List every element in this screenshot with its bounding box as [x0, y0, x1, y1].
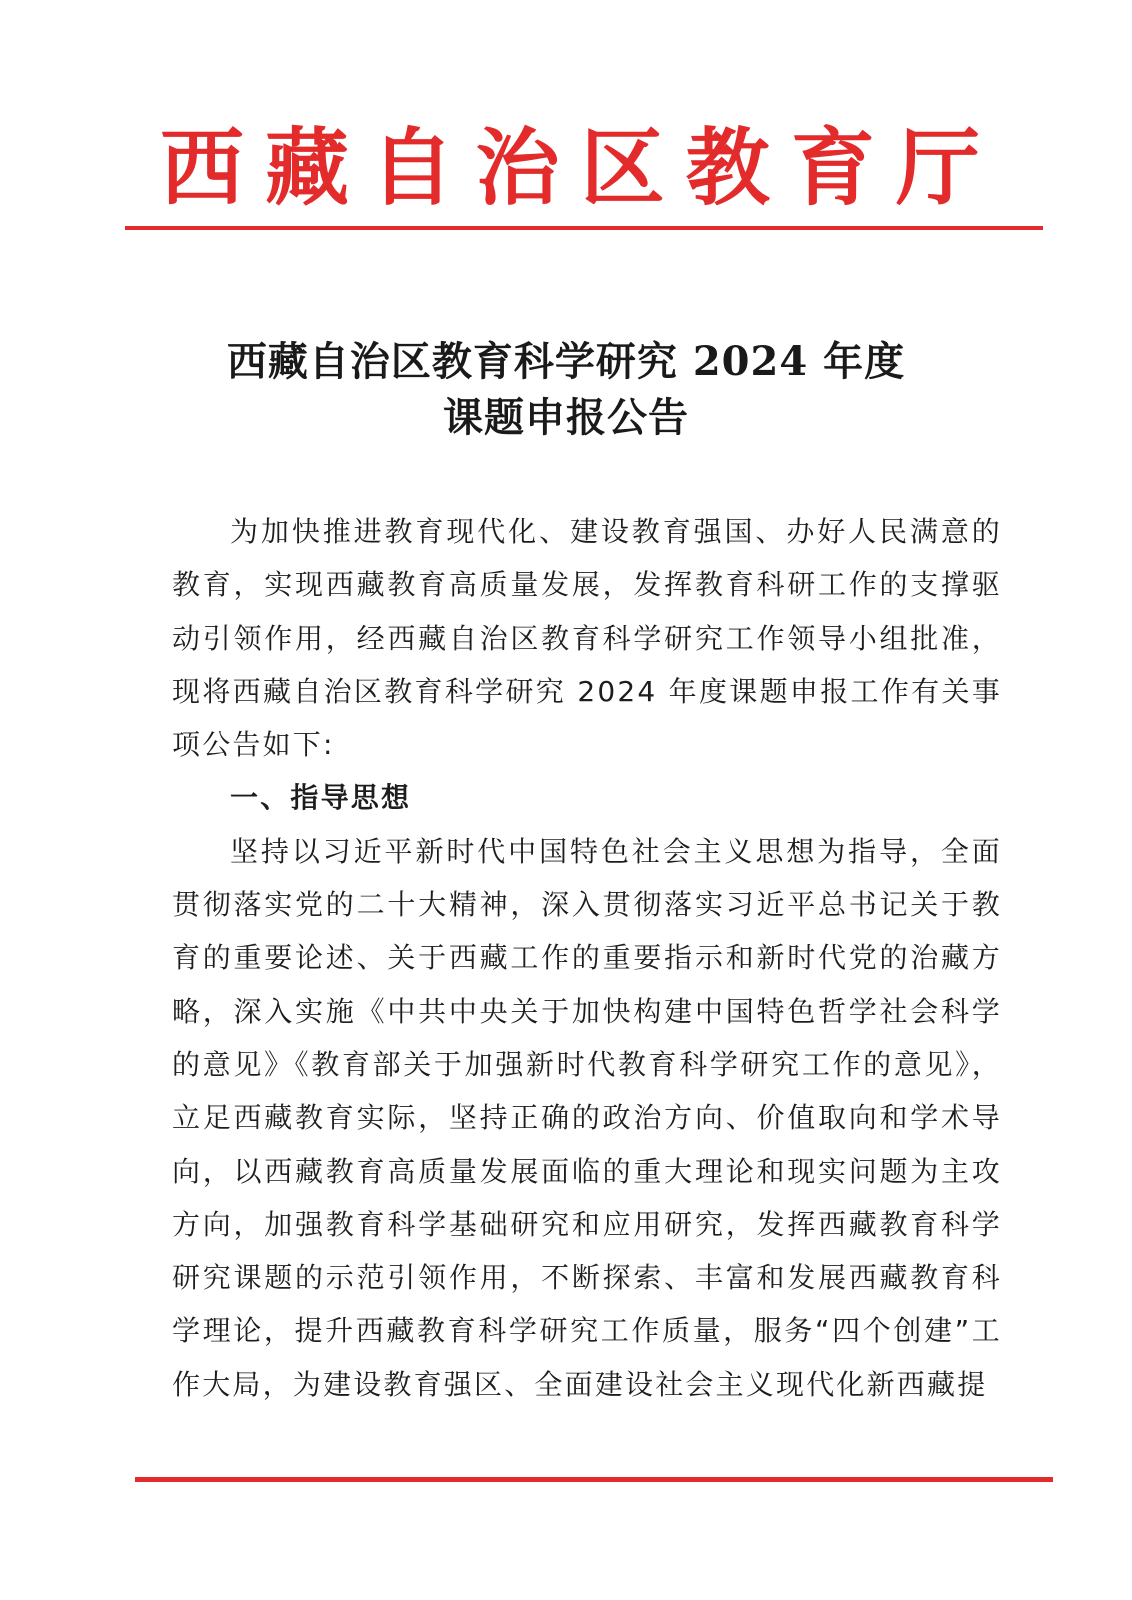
letterhead-char: 厅	[895, 118, 980, 217]
letterhead-divider	[125, 226, 1043, 230]
document-title: 西藏自治区教育科学研究 2024 年度	[226, 338, 906, 385]
document-body	[172, 505, 1002, 1411]
letterhead	[160, 118, 980, 218]
letterhead-char: 育	[790, 118, 875, 217]
letterhead-char: 区	[580, 118, 665, 217]
section-heading: 一、指导思想	[230, 781, 412, 815]
footer-divider	[135, 1477, 1053, 1482]
intro-paragraph: 为加快推进教育现代化、建设教育强国、办好人民满意的教育，实现西藏教育高质量发展，发挥教育科研工作的支撑驱动引领作用，经西藏自治区教育科学研究工作领导小组批准，现将西藏自治区教育科学研究 2024 年度课题申报工作有关事项公告如下:	[172, 515, 1002, 762]
letterhead-char: 自	[370, 118, 455, 217]
letterhead-char: 藏	[265, 118, 350, 217]
letterhead-char: 治	[475, 118, 560, 217]
section-paragraph: 坚持以习近平新时代中国特色社会主义思想为指导，全面贯彻落实党的二十大精神，深入贯彻落实习近平总书记关于教育的重要论述、关于西藏工作的重要指示和新时代党的治藏方略，深入实施《中共中央关于加快构建中国特色哲学社会科学的意见》《教育部关于加强新时代教育科学研究工作的意见》，立足西藏教育实际，坚持正确的政治方向、价值取向和学术导向，以西藏教育高质量发展面临的重大理论和现实问题为主攻方向，加强教育科学基础研究和应用研究，发挥西藏教育科学研究课题的示范引领作用，不断探索、丰富和发展西藏教育科学理论，提升西藏教育科学研究工作质量，服务“四个创建”工作大局，为建设教育强区、全面建设社会主义现代化新西藏提	[172, 834, 1002, 1401]
letterhead-char: 西	[160, 118, 245, 217]
document-title-line2: 课题申报公告	[443, 394, 689, 441]
letterhead-char: 教	[685, 118, 770, 217]
